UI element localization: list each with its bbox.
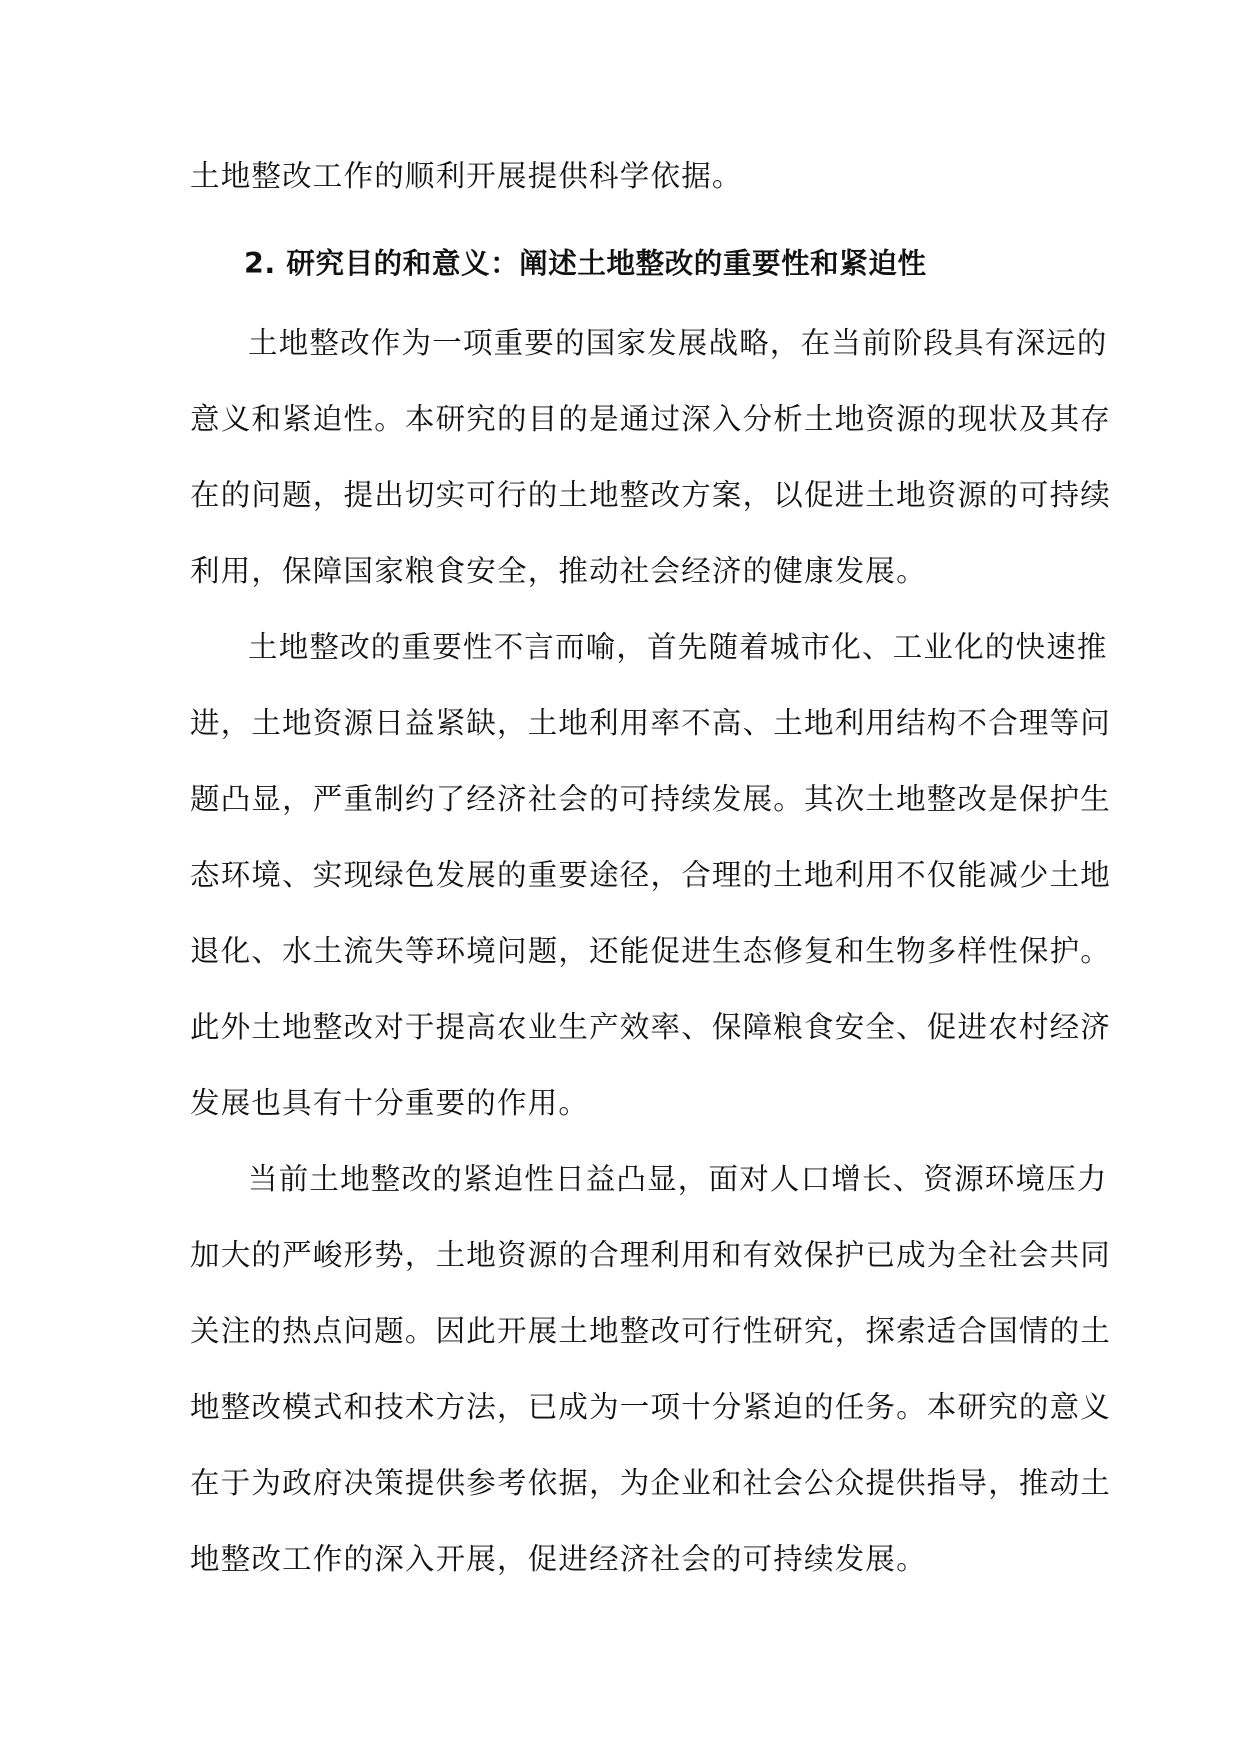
paragraph-line: 进，土地资源日益紧缺，土地利用率不高、土地利用结构不合理等问 bbox=[190, 706, 1112, 740]
paragraph-line: 地整改工作的深入开展，促进经济社会的可持续发展。 bbox=[190, 1542, 927, 1576]
paragraph-line: 加大的严峻形势，土地资源的合理利用和有效保护已成为全社会共同 bbox=[190, 1238, 1112, 1272]
paragraph-line: 地整改模式和技术方法，已成为一项十分紧迫的任务。本研究的意义 bbox=[190, 1390, 1112, 1424]
paragraph-line: 利用，保障国家粮食安全，推动社会经济的健康发展。 bbox=[190, 554, 927, 588]
paragraph-line: 关注的热点问题。因此开展土地整改可行性研究，探索适合国情的土 bbox=[190, 1314, 1112, 1348]
paragraph-line: 意义和紧迫性。本研究的目的是通过深入分析土地资源的现状及其存 bbox=[190, 402, 1112, 436]
paragraph-line: 土地整改作为一项重要的国家发展战略，在当前阶段具有深远的 bbox=[248, 326, 1108, 360]
paragraph-line: 此外土地整改对于提高农业生产效率、保障粮食安全、促进农村经济 bbox=[190, 1010, 1112, 1044]
paragraph-line: 态环境、实现绿色发展的重要途径，合理的土地利用不仅能减少土地 bbox=[190, 858, 1112, 892]
section-heading: 2. 研究目的和意义：阐述土地整改的重要性和紧迫性 bbox=[244, 247, 927, 280]
paragraph-line: 退化、水土流失等环境问题，还能促进生态修复和生物多样性保护。 bbox=[190, 934, 1112, 968]
paragraph-line: 在的问题，提出切实可行的土地整改方案，以促进土地资源的可持续 bbox=[190, 478, 1112, 512]
paragraph-line: 土地整改的重要性不言而喻，首先随着城市化、工业化的快速推 bbox=[248, 630, 1108, 664]
paragraph-line: 题凸显，严重制约了经济社会的可持续发展。其次土地整改是保护生 bbox=[190, 782, 1112, 816]
paragraph-line: 在于为政府决策提供参考依据，为企业和社会公众提供指导，推动土 bbox=[190, 1466, 1112, 1500]
paragraph-line: 发展也具有十分重要的作用。 bbox=[190, 1086, 590, 1120]
paragraph-line: 当前土地整改的紧迫性日益凸显，面对人口增长、资源环境压力 bbox=[248, 1162, 1108, 1196]
document-body bbox=[190, 138, 1112, 1597]
paragraph-line: 土地整改工作的顺利开展提供科学依据。 bbox=[190, 159, 743, 193]
